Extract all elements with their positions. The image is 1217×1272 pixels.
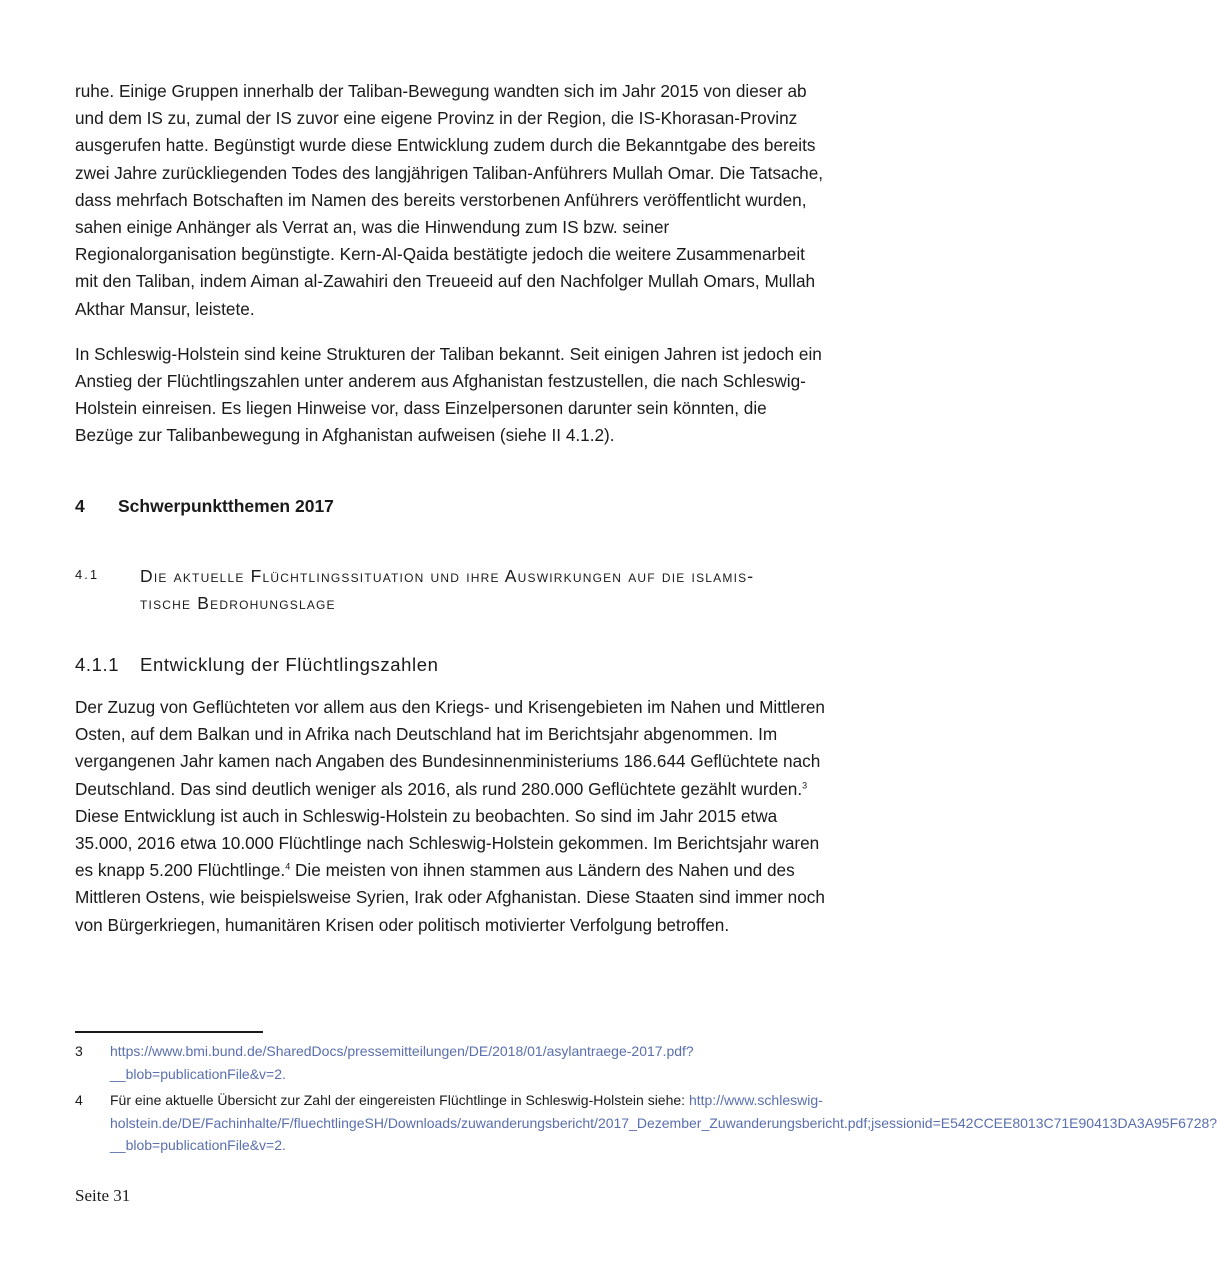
page-number: Seite 31: [75, 1186, 131, 1205]
section-number: 4.1: [75, 567, 100, 582]
footnote-3: [75, 1040, 825, 1085]
footnote-text: [110, 1040, 825, 1085]
paragraph-schleswig-holstein-taliban: In Schleswig-Holstein sind keine Strukturen der Taliban bekannt. Seit einigen Jahren ist jedoch ein Anstieg der Flüchtlingszahlen unter anderem aus Afghanistan festzustellen, die nach Schleswig-Holstein einreisen. Es liegen Hinweise vor, dass Einzelpersonen darunter sein könnten, die Bezüge zur Talibanbewegung in Afghanistan aufweisen (siehe II 4.1.2).: [75, 343, 822, 446]
subsection-heading: [75, 654, 438, 676]
section-title: [140, 563, 754, 617]
footnote-ref-4[interactable]: 4: [285, 861, 291, 872]
para3-part1: Der Zuzug von Geflüchteten vor allem aus den Kriegs- und Krisengebieten im Nahen und Mittleren Osten, auf dem Balkan und in Afrika nach Deutschland hat im Berichtsjahr abgenommen. Im vergangenen Jahr kamen nach Angaben des Bundesinnenministeriums 186.644 Geflüchtete nach Deutschland. Das sind deutlich weniger als 2016, als rund 280.000 Geflüchtete gezählt wurden.: [75, 697, 825, 799]
footnote-number: 4: [75, 1092, 83, 1108]
footnote-ref-3[interactable]: 3: [802, 779, 808, 790]
chapter-heading: [75, 496, 334, 517]
section-heading: [75, 563, 835, 617]
para3-part3: Die meisten von ihnen stammen aus Ländern des Nahen und des Mittleren Ostens, wie beispielsweise Syrien, Irak oder Afghanistan. Diese Staaten sind immer noch von Bürgerkriegen, humanitären Krisen oder politisch motivierter Verfolgung betroffen.: [75, 860, 825, 935]
footnote-divider: [75, 1031, 263, 1033]
footnotes: [75, 1040, 1217, 1161]
chapter-title: Schwerpunktthemen 2017: [118, 496, 334, 516]
para3-part2: Diese Entwicklung ist auch in Schleswig-Holstein zu beobachten. So sind im Jahr 2015 etwa 35.000, 2016 etwa 10.000 Flüchtlinge nach Schleswig-Holstein gekommen. Im Berichtsjahr waren es knapp 5.200 Flüchtlinge.: [75, 805, 820, 881]
paragraph-taliban-is: ruhe. Einige Gruppen innerhalb der Taliban-Bewegung wandten sich im Jahr 2015 von dieser ab und dem IS zu, zumal der IS zuvor eine eigene Provinz in der Region, die IS-Khorasan-Provinz ausgerufen hatte. Begünstigt wurde diese Entwicklung zudem durch die Bekanntgabe des bereits zwei Jahre zurückliegenden Todes des langjährigen Taliban-Anführers Mullah Omar. Die Tatsache, dass mehrfach Botschaften im Namen des bereits verstorbenen Anführers veröffentlicht wurden, sahen einige Anhänger als Verrat an, was die Hinwendung zum IS bzw. seiner Regionalorganisation begünstigte. Kern-Al-Qaida bestätigte jedoch die weitere Zusammenarbeit mit den Taliban, indem Aiman al-Zawahiri den Treueeid auf den Nachfolger Mullah Omars, Mullah Akthar Mansur, leistete.: [75, 81, 824, 319]
footnote-number: 3: [75, 1043, 83, 1059]
footnote-text: Für eine aktuelle Übersicht zur Zahl der eingereisten Flüchtlinge in Schleswig-Holstein siehe: http://www.schleswig-holstein.de/DE/Fachinhalte/F/fluechtlingeSH/Downloads/zuwanderungsbericht/2017_Dezember_Zuwanderungsbericht.pdf;jsessionid=E542CCEE8013C71E90413DA3A95F6728?__blob=publicationFile&v=2.: [110, 1092, 1217, 1153]
chapter-number: 4: [75, 496, 85, 516]
body-text: [75, 78, 825, 450]
section-title-line1: Die aktuelle Flüchtlingssituation und ihre Auswirkungen auf die islamis-: [140, 566, 755, 586]
footnote-4: [75, 1089, 1217, 1157]
footnote-link[interactable]: http://www.schleswig-holstein.de/DE/Fachinhalte/F/fluechtlingeSH/Downloads/zuwanderungsbericht/2017_Dezember_Zuwanderungsbericht.pdf;jsessionid=E542CCEE8013C71E90413DA3A95F6728?__blob=publicationFile&v=2.: [110, 1092, 1217, 1153]
subsection-title: Entwicklung der Flüchtlingszahlen: [140, 654, 439, 675]
section-title-line2: tische Bedrohungslage: [140, 593, 336, 613]
subsection-number: 4.1.1: [75, 654, 120, 675]
paragraph-refugee-numbers: [75, 694, 827, 939]
footnote-link[interactable]: https://www.bmi.bund.de/SharedDocs/pressemitteilungen/DE/2018/01/asylantraege-2017.pdf?__blob=publicationFile&v=2.: [110, 1043, 694, 1082]
